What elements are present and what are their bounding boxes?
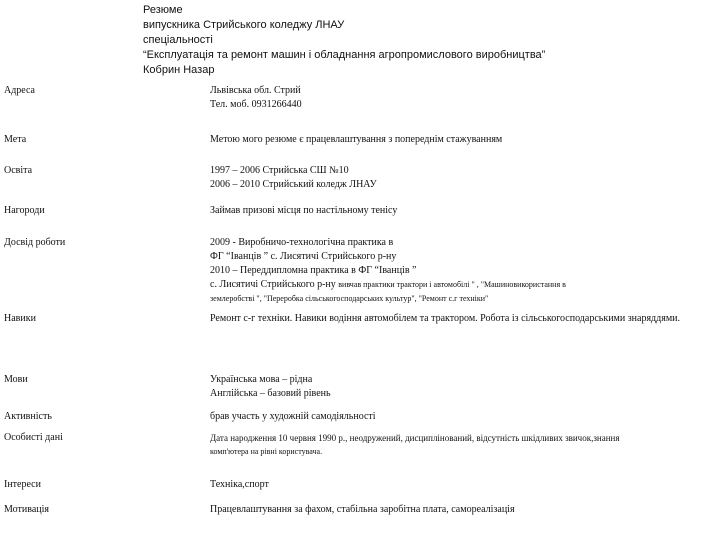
experience-line: ФГ “Іванців ” с. Лисятичі Стрийського р-ну — [210, 251, 397, 262]
personal-line: Дата народження 10 червня 1990 р., неодружений, дисциплінований, відсутність шкідливих звичок,знання — [210, 433, 620, 443]
specialty-name: “Експлуатація та ремонт машин і обладнання агропромислового виробництва” — [143, 49, 546, 61]
motivation-text: Працевлаштування за фахом, стабільна заробітна плата, самореалізація — [210, 504, 515, 515]
interests-text: Техніка,спорт — [210, 479, 269, 490]
candidate-name: Кобрин Назар — [143, 64, 215, 76]
experience-line: 2010 – Переддипломна практика в ФГ “Іванців ” — [210, 265, 417, 276]
education-school: 1997 – 2006 Стрийська СШ №10 — [210, 165, 349, 176]
section-label: Досвід роботи — [4, 237, 66, 248]
section-content — [210, 204, 715, 218]
section-label: Мови — [4, 374, 28, 385]
address-city: Львівська обл. Стрий — [210, 85, 301, 96]
section-content — [210, 410, 715, 424]
section-label: Адреса — [4, 85, 35, 96]
section-label: Мотивація — [4, 504, 49, 515]
experience-line: землеробстві ", "Переробка сільськогосподарських культур", "Ремонт с.г техніки" — [210, 294, 489, 303]
personal-line: комп'ютера на рівні користувача. — [210, 447, 323, 456]
section-label: Мета — [4, 134, 27, 145]
section-label: Освіта — [4, 165, 33, 176]
section-label: Нагороди — [4, 205, 45, 216]
activity-text: брав участь у художній самодіяльності — [210, 411, 376, 422]
experience-line: 2009 - Виробничо-технологічна практика в — [210, 237, 394, 248]
section-content — [210, 478, 715, 492]
resume-title: Резюме — [143, 4, 183, 16]
section-content — [210, 373, 715, 401]
skills-text: Ремонт с-г техніки. Навики водіння автомобілем та трактором. Робота із сільськогосподарськими знаряддями. — [210, 313, 681, 324]
goal-text: Метою мого резюме є працевлаштування з попереднім стажуванням — [210, 134, 503, 145]
section-content — [210, 84, 715, 112]
experience-line-detail: вивчав практики трактори і автомобілі " , "Машиновикористання в — [338, 280, 566, 289]
section-content — [210, 164, 715, 192]
section-label: Інтереси — [4, 479, 41, 490]
resume-subtitle: випускника Стрийського коледжу ЛНАУ — [143, 19, 345, 31]
section-content — [210, 133, 715, 147]
language-english: Англійська – базовий рівень — [210, 388, 331, 399]
section-content — [210, 503, 715, 517]
specialty-label: спеціальності — [143, 34, 213, 46]
resume-header — [143, 3, 545, 78]
section-content — [210, 236, 715, 306]
address-phone: Тел. моб. 0931266440 — [210, 99, 302, 110]
experience-line-main: с. Лисятичі Стрийського р-ну — [210, 279, 336, 290]
section-label: Активність — [4, 411, 52, 422]
section-label: Навики — [4, 313, 36, 324]
education-college: 2006 – 2010 Стрийський коледж ЛНАУ — [210, 179, 377, 190]
awards-text: Займав призові місця по настільному тенісу — [210, 205, 398, 216]
language-native: Українська мова – рідна — [210, 374, 313, 385]
experience-line — [210, 278, 715, 292]
section-label: Особисті дані — [4, 432, 63, 443]
section-content — [210, 431, 715, 459]
